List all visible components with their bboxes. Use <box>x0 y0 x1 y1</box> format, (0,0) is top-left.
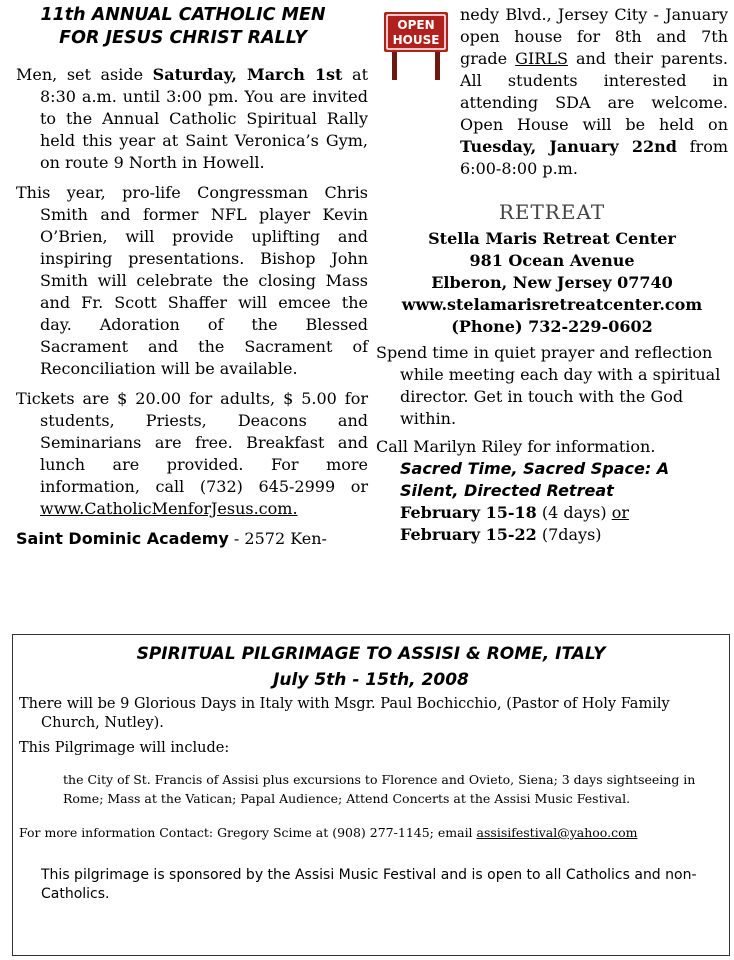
pilgrimage-box <box>12 634 730 956</box>
retreat-address <box>376 228 728 338</box>
rally-p1-text: Men, set aside <box>16 65 153 84</box>
rally-paragraph-tickets <box>16 388 368 520</box>
sda-girls: GIRLS <box>515 49 568 68</box>
rally-paragraph-date <box>16 64 368 174</box>
pilgrimage-sponsor: This pilgrimage is sponsored by the Assisi Music Festival and is open to all Catholics and non-Catholics. <box>41 867 697 902</box>
retreat-date-1-range: February 15-18 <box>400 503 537 522</box>
sda-address-start: - 2572 Ken- <box>228 529 327 548</box>
retreat-date-2 <box>376 524 728 546</box>
retreat-description: Spend time in quiet prayer and reflection while meeting each day with a spiritual director. Get in touch with the God within. <box>376 343 721 428</box>
sda-text-end: from 6:00-8:00 p.m. <box>460 137 729 178</box>
pilgrimage-intro: There will be 9 Glorious Days in Italy with Msgr. Paul Bochicchio, (Pastor of Holy Family Church, Nutley). <box>19 696 670 731</box>
retreat-website[interactable]: www.stelamarisretreatcenter.com <box>401 295 703 314</box>
retreat-contact: Call Marilyn Riley for information. <box>376 437 656 456</box>
sign-text-open: OPEN <box>397 18 435 32</box>
retreat-date-1 <box>376 502 728 524</box>
pilgrimage-contact <box>19 824 723 842</box>
retreat-heading: RETREAT <box>498 200 606 224</box>
rally-tickets-text: Tickets are $ 20.00 for adults, $ 5.00 for students, Priests, Deacons and Seminarians are free. Breakfast and lunch are provided. For more information, call (732) 645-2999 or <box>16 389 368 496</box>
rally-date: Saturday, March 1st <box>152 65 343 84</box>
rally-website-link[interactable]: www.CatholicMenforJesus.com. <box>40 499 298 518</box>
pilgrimage-title <box>13 641 729 693</box>
open-house-sign-icon <box>382 10 452 82</box>
pilgrimage-include-text: the City of St. Francis of Assisi plus excursions to Florence and Ovieto, Siena; 3 days sightseeing in Rome; Mass at the Vatican; Papal Audience; Attend Concerts at the Assisi Music Festival. <box>63 772 696 806</box>
rally-title <box>16 4 368 50</box>
retreat-phone: (Phone) 732-229-0602 <box>451 317 653 336</box>
sda-text-start: nedy Blvd., Jersey City - January open house for 8th and 7th grade <box>460 5 728 68</box>
rally-title-line2: FOR JESUS CHRIST RALLY <box>59 28 307 48</box>
retreat-program-title: Sacred Time, Sacred Space: A Silent, Directed Retreat <box>400 459 670 500</box>
sda-open-house-date: Tuesday, January 22nd <box>460 137 677 156</box>
retreat-date-2-length: (7days) <box>536 525 602 544</box>
sda-heading <box>16 528 368 550</box>
retreat-or: or <box>611 503 629 522</box>
sda-text-middle: and their parents. All students interested in attending SDA are welcome. Open House will be held on <box>460 49 728 134</box>
retreat-street: 981 Ocean Avenue <box>469 251 635 270</box>
retreat-city: Elberon, New Jersey 07740 <box>431 273 673 292</box>
pilgrimage-include-label: This Pilgrimage will include: <box>19 740 230 756</box>
sign-text-house: HOUSE <box>392 33 440 47</box>
retreat-date-2-range: February 15-22 <box>400 525 537 544</box>
sda-name: Saint Dominic Academy <box>16 529 229 548</box>
pilgrimage-title-text: SPIRITUAL PILGRIMAGE TO ASSISI & ROME, ITALY <box>136 644 606 664</box>
pilgrimage-contact-text: For more information Contact: Gregory Scime at (908) 277-1145; email <box>19 825 477 840</box>
rally-p1-rest: at 8:30 a.m. until 3:00 pm. You are invited to the Annual Catholic Spiritual Rally held this year at Saint Veronica’s Gym, on route 9 North in Howell. <box>40 65 368 172</box>
rally-paragraph-speakers: This year, pro-life Congressman Chris Smith and former NFL player Kevin O’Brien, will provide uplifting and inspiring presentations. Bishop John Smith will celebrate the closing Mass and Fr. Scott Shaffer will emcee the day. Adoration of the Blessed Sacrament and the Sacrament of Reconciliation will be available. <box>16 183 368 378</box>
left-column <box>16 4 368 550</box>
retreat-center-name: Stella Maris Retreat Center <box>428 229 676 248</box>
right-column <box>376 4 728 546</box>
pilgrimage-dates: July 5th - 15th, 2008 <box>273 670 469 690</box>
rally-title-line1: 11th ANNUAL CATHOLIC MEN <box>40 5 326 25</box>
retreat-date-1-length: (4 days) <box>536 503 612 522</box>
pilgrimage-email-link[interactable]: assisifestival@yahoo.com <box>476 825 638 840</box>
